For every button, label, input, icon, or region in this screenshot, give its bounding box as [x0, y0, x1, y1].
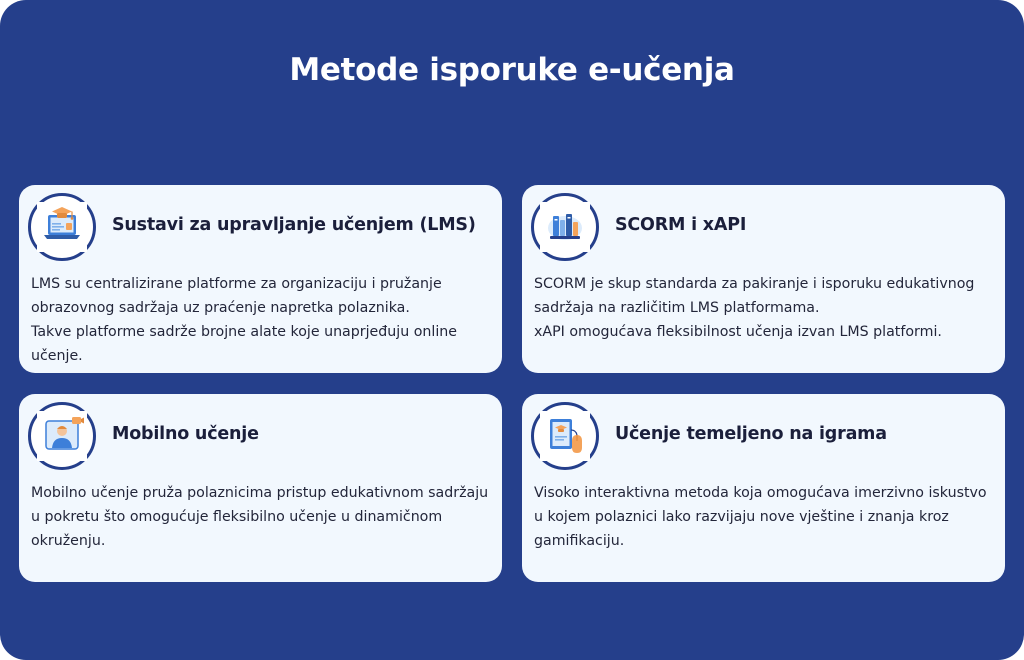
card-paragraph: xAPI omogućava fleksibilnost učenja izvan LMS platformi. — [534, 324, 942, 340]
card-mobile-learning — [19, 394, 502, 582]
card-paragraph: Mobilno učenje pruža polaznicima pristup edukativnom sadržaju u pokretu što omogućuje fleksibilno učenje u dinamičnom okruženju. — [31, 485, 489, 549]
card-description — [534, 272, 996, 344]
card-description — [31, 272, 493, 368]
books-stack-icon — [531, 193, 599, 261]
card-paragraph: Visoko interaktivna metoda koja omogućava imerzivno iskustvo u kojem polaznici lako razvijaju nove vještine i znanja kroz gamifikaciju. — [534, 485, 987, 549]
card-title: Učenje temeljeno na igrama — [615, 424, 887, 444]
card-paragraph: Takve platforme sadrže brojne alate koje unaprjeđuju online učenje. — [31, 324, 457, 364]
card-game-based-learning — [522, 394, 1005, 582]
video-call-presenter-icon — [28, 402, 96, 470]
laptop-graduation-cap-icon — [28, 193, 96, 261]
card-scorm-xapi — [522, 185, 1005, 373]
card-title: SCORM i xAPI — [615, 215, 747, 235]
card-title: Mobilno učenje — [112, 424, 259, 444]
page-title: Metode isporuke e-učenja — [289, 52, 735, 88]
book-mouse-gamification-icon — [531, 402, 599, 470]
card-description — [31, 481, 493, 553]
card-paragraph: LMS su centralizirane platforme za organizaciju i pružanje obrazovnog sadržaja uz praćenje napretka polaznika. — [31, 276, 442, 316]
card-paragraph: SCORM je skup standarda za pakiranje i isporuku edukativnog sadržaja na različitim LMS platformama. — [534, 276, 975, 316]
card-lms — [19, 185, 502, 373]
card-title: Sustavi za upravljanje učenjem (LMS) — [112, 215, 476, 235]
card-description — [534, 481, 996, 553]
